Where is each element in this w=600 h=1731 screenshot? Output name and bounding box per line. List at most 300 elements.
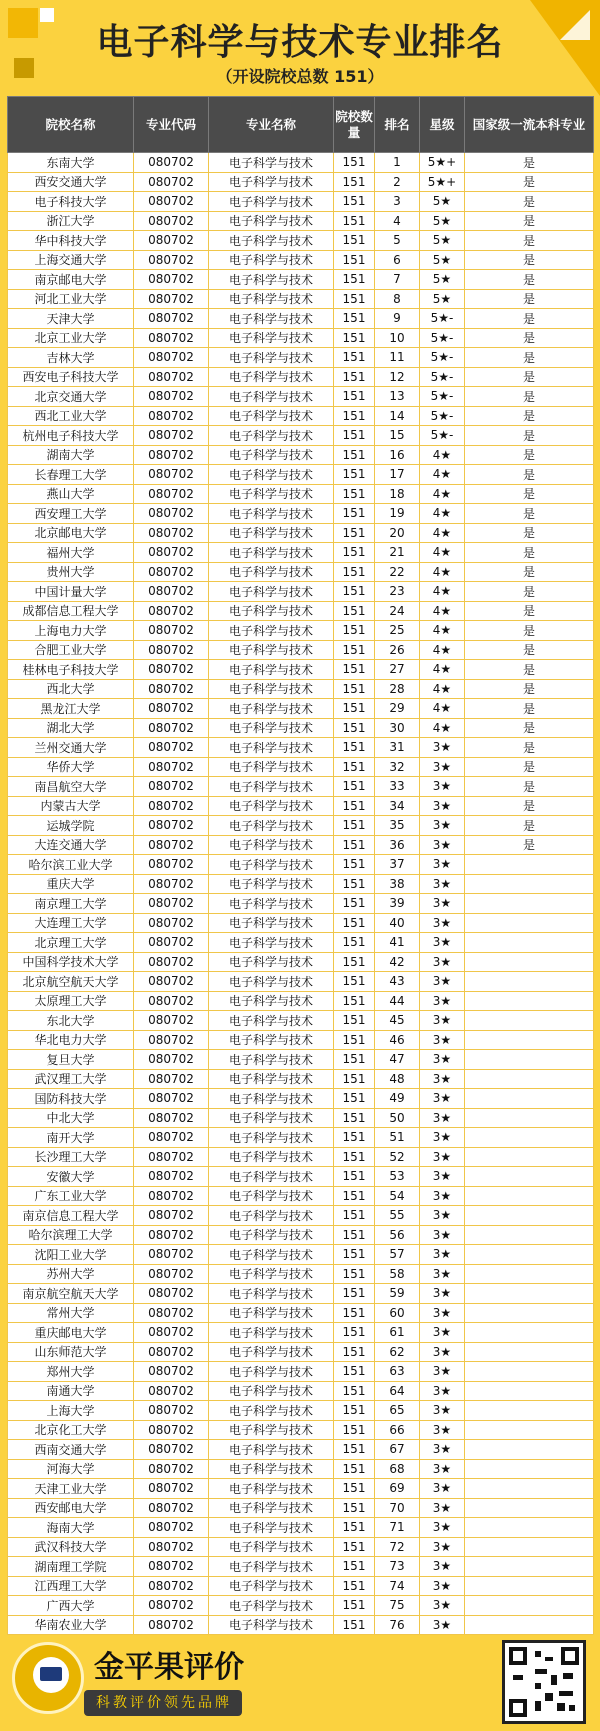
star-rating-cell: 3★ [420, 1167, 465, 1187]
major-name-cell: 电子科学与技术 [209, 426, 334, 446]
major-code-cell: 080702 [134, 913, 209, 933]
rank-cell: 26 [375, 640, 420, 660]
school-name-cell: 华侨大学 [8, 757, 134, 777]
first-class-flag-cell [465, 1479, 594, 1499]
rank-cell: 47 [375, 1050, 420, 1070]
star-rating-cell: 3★ [420, 835, 465, 855]
major-name-cell: 电子科学与技术 [209, 1518, 334, 1538]
major-code-cell: 080702 [134, 1518, 209, 1538]
table-row [8, 913, 594, 933]
school-name-cell: 北京邮电大学 [8, 523, 134, 543]
major-name-cell: 电子科学与技术 [209, 1147, 334, 1167]
school-name-cell: 北京航空航天大学 [8, 972, 134, 992]
table-row [8, 1479, 594, 1499]
table-row [8, 406, 594, 426]
star-rating-cell: 5★- [420, 348, 465, 368]
first-class-flag-cell: 是 [465, 211, 594, 231]
brand-name: 金平果评价 [94, 1650, 244, 1685]
major-name-cell: 电子科学与技术 [209, 952, 334, 972]
rank-cell: 66 [375, 1420, 420, 1440]
school-count-cell: 151 [334, 465, 375, 485]
star-rating-cell: 3★ [420, 1537, 465, 1557]
major-name-cell: 电子科学与技术 [209, 406, 334, 426]
major-name-cell: 电子科学与技术 [209, 1303, 334, 1323]
star-rating-cell: 3★ [420, 738, 465, 758]
major-code-cell: 080702 [134, 1147, 209, 1167]
star-rating-cell: 3★ [420, 796, 465, 816]
school-count-cell: 151 [334, 1225, 375, 1245]
major-code-cell: 080702 [134, 601, 209, 621]
rank-cell: 21 [375, 543, 420, 563]
rank-cell: 51 [375, 1128, 420, 1148]
school-name-cell: 北京工业大学 [8, 328, 134, 348]
major-name-cell: 电子科学与技术 [209, 348, 334, 368]
major-code-cell: 080702 [134, 1479, 209, 1499]
school-name-cell: 华南农业大学 [8, 1615, 134, 1635]
table-row [8, 1576, 594, 1596]
school-name-cell: 北京化工大学 [8, 1420, 134, 1440]
school-count-cell: 151 [334, 1303, 375, 1323]
school-name-cell: 河海大学 [8, 1459, 134, 1479]
rank-cell: 4 [375, 211, 420, 231]
school-count-cell: 151 [334, 231, 375, 251]
rank-cell: 54 [375, 1186, 420, 1206]
major-name-cell: 电子科学与技术 [209, 523, 334, 543]
rank-cell: 10 [375, 328, 420, 348]
major-name-cell: 电子科学与技术 [209, 757, 334, 777]
star-rating-cell: 5★- [420, 309, 465, 329]
major-name-cell: 电子科学与技术 [209, 796, 334, 816]
school-count-cell: 151 [334, 1381, 375, 1401]
star-rating-cell: 5★+ [420, 172, 465, 192]
star-rating-cell: 3★ [420, 1206, 465, 1226]
school-name-cell: 重庆大学 [8, 874, 134, 894]
school-count-cell: 151 [334, 1362, 375, 1382]
major-code-cell: 080702 [134, 1089, 209, 1109]
first-class-flag-cell: 是 [465, 426, 594, 446]
school-count-cell: 151 [334, 289, 375, 309]
school-name-cell: 北京交通大学 [8, 387, 134, 407]
table-row [8, 1303, 594, 1323]
table-row [8, 270, 594, 290]
major-name-cell: 电子科学与技术 [209, 231, 334, 251]
major-code-cell: 080702 [134, 289, 209, 309]
major-code-cell: 080702 [134, 1498, 209, 1518]
rank-cell: 37 [375, 855, 420, 875]
major-code-cell: 080702 [134, 562, 209, 582]
school-count-cell: 151 [334, 543, 375, 563]
rank-cell: 55 [375, 1206, 420, 1226]
major-name-cell: 电子科学与技术 [209, 1557, 334, 1577]
rank-cell: 56 [375, 1225, 420, 1245]
first-class-flag-cell: 是 [465, 387, 594, 407]
school-count-cell: 151 [334, 1537, 375, 1557]
major-code-cell: 080702 [134, 1537, 209, 1557]
rank-cell: 71 [375, 1518, 420, 1538]
star-rating-cell: 3★ [420, 816, 465, 836]
rank-cell: 53 [375, 1167, 420, 1187]
major-name-cell: 电子科学与技术 [209, 1576, 334, 1596]
first-class-flag-cell: 是 [465, 835, 594, 855]
rank-cell: 18 [375, 484, 420, 504]
major-name-cell: 电子科学与技术 [209, 1537, 334, 1557]
major-name-cell: 电子科学与技术 [209, 1030, 334, 1050]
school-name-cell: 湖南大学 [8, 445, 134, 465]
school-count-cell: 151 [334, 601, 375, 621]
major-code-cell: 080702 [134, 699, 209, 719]
first-class-flag-cell: 是 [465, 679, 594, 699]
first-class-flag-cell: 是 [465, 543, 594, 563]
first-class-flag-cell [465, 1362, 594, 1382]
major-code-cell: 080702 [134, 367, 209, 387]
table-row [8, 1381, 594, 1401]
major-code-cell: 080702 [134, 231, 209, 251]
rank-cell: 29 [375, 699, 420, 719]
first-class-flag-cell: 是 [465, 231, 594, 251]
table-row [8, 172, 594, 192]
school-count-cell: 151 [334, 172, 375, 192]
school-name-cell: 合肥工业大学 [8, 640, 134, 660]
major-name-cell: 电子科学与技术 [209, 387, 334, 407]
school-count-cell: 151 [334, 1284, 375, 1304]
first-class-flag-cell [465, 1108, 594, 1128]
major-code-cell: 080702 [134, 1420, 209, 1440]
table-row [8, 1264, 594, 1284]
major-code-cell: 080702 [134, 153, 209, 173]
table-row [8, 328, 594, 348]
first-class-flag-cell: 是 [465, 445, 594, 465]
table-row [8, 679, 594, 699]
column-header-first-class: 国家级一流本科专业 [465, 97, 594, 153]
school-name-cell: 西安邮电大学 [8, 1498, 134, 1518]
table-row [8, 348, 594, 368]
school-name-cell: 浙江大学 [8, 211, 134, 231]
star-rating-cell: 3★ [420, 972, 465, 992]
school-name-cell: 南昌航空大学 [8, 777, 134, 797]
first-class-flag-cell: 是 [465, 816, 594, 836]
rank-cell: 42 [375, 952, 420, 972]
table-row [8, 972, 594, 992]
major-name-cell: 电子科学与技术 [209, 1108, 334, 1128]
star-rating-cell: 5★ [420, 270, 465, 290]
major-name-cell: 电子科学与技术 [209, 601, 334, 621]
table-row [8, 465, 594, 485]
star-rating-cell: 3★ [420, 777, 465, 797]
star-rating-cell: 5★- [420, 406, 465, 426]
major-name-cell: 电子科学与技术 [209, 816, 334, 836]
table-row [8, 367, 594, 387]
major-name-cell: 电子科学与技术 [209, 1284, 334, 1304]
table-row [8, 757, 594, 777]
major-name-cell: 电子科学与技术 [209, 640, 334, 660]
school-count-cell: 151 [334, 504, 375, 524]
table-row [8, 1206, 594, 1226]
rank-cell: 62 [375, 1342, 420, 1362]
school-name-cell: 上海大学 [8, 1401, 134, 1421]
rank-cell: 9 [375, 309, 420, 329]
school-name-cell: 南京航空航天大学 [8, 1284, 134, 1304]
major-code-cell: 080702 [134, 777, 209, 797]
major-name-cell: 电子科学与技术 [209, 562, 334, 582]
school-name-cell: 湖北大学 [8, 718, 134, 738]
major-code-cell: 080702 [134, 933, 209, 953]
column-header-school: 院校名称 [8, 97, 134, 153]
school-name-cell: 黑龙江大学 [8, 699, 134, 719]
table-row [8, 1518, 594, 1538]
school-count-cell: 151 [334, 699, 375, 719]
major-code-cell: 080702 [134, 972, 209, 992]
star-rating-cell: 3★ [420, 1050, 465, 1070]
major-code-cell: 080702 [134, 1069, 209, 1089]
major-name-cell: 电子科学与技术 [209, 1498, 334, 1518]
major-code-cell: 080702 [134, 1440, 209, 1460]
table-row [8, 1401, 594, 1421]
school-name-cell: 北京理工大学 [8, 933, 134, 953]
rank-cell: 7 [375, 270, 420, 290]
school-count-cell: 151 [334, 835, 375, 855]
school-count-cell: 151 [334, 757, 375, 777]
school-count-cell: 151 [334, 660, 375, 680]
table-row [8, 484, 594, 504]
rank-cell: 41 [375, 933, 420, 953]
star-rating-cell: 3★ [420, 1498, 465, 1518]
school-name-cell: 国防科技大学 [8, 1089, 134, 1109]
school-name-cell: 大连理工大学 [8, 913, 134, 933]
major-name-cell: 电子科学与技术 [209, 991, 334, 1011]
star-rating-cell: 3★ [420, 1440, 465, 1460]
major-name-cell: 电子科学与技术 [209, 1186, 334, 1206]
rank-cell: 11 [375, 348, 420, 368]
school-count-cell: 151 [334, 153, 375, 173]
major-name-cell: 电子科学与技术 [209, 718, 334, 738]
star-rating-cell: 3★ [420, 894, 465, 914]
rank-cell: 14 [375, 406, 420, 426]
school-name-cell: 南京理工大学 [8, 894, 134, 914]
school-name-cell: 海南大学 [8, 1518, 134, 1538]
school-name-cell: 电子科技大学 [8, 192, 134, 212]
first-class-flag-cell: 是 [465, 621, 594, 641]
page-title: 电子科学与技术专业排名 [96, 22, 504, 63]
major-code-cell: 080702 [134, 1030, 209, 1050]
first-class-flag-cell [465, 991, 594, 1011]
school-name-cell: 天津大学 [8, 309, 134, 329]
school-name-cell: 西安电子科技大学 [8, 367, 134, 387]
star-rating-cell: 3★ [420, 874, 465, 894]
first-class-flag-cell [465, 1206, 594, 1226]
first-class-flag-cell [465, 1596, 594, 1616]
first-class-flag-cell: 是 [465, 367, 594, 387]
first-class-flag-cell [465, 1284, 594, 1304]
school-count-cell: 151 [334, 1069, 375, 1089]
star-rating-cell: 4★ [420, 543, 465, 563]
school-count-cell: 151 [334, 1342, 375, 1362]
school-name-cell: 西安理工大学 [8, 504, 134, 524]
star-rating-cell: 3★ [420, 991, 465, 1011]
table-row [8, 211, 594, 231]
major-code-cell: 080702 [134, 1342, 209, 1362]
school-name-cell: 吉林大学 [8, 348, 134, 368]
star-rating-cell: 3★ [420, 1420, 465, 1440]
major-name-cell: 电子科学与技术 [209, 913, 334, 933]
table-row [8, 699, 594, 719]
star-rating-cell: 4★ [420, 465, 465, 485]
first-class-flag-cell [465, 1011, 594, 1031]
school-count-cell: 151 [334, 972, 375, 992]
school-name-cell: 贵州大学 [8, 562, 134, 582]
star-rating-cell: 3★ [420, 1186, 465, 1206]
rank-cell: 65 [375, 1401, 420, 1421]
table-row [8, 582, 594, 602]
major-code-cell: 080702 [134, 816, 209, 836]
rank-cell: 20 [375, 523, 420, 543]
first-class-flag-cell [465, 1245, 594, 1265]
school-count-cell: 151 [334, 562, 375, 582]
rank-cell: 59 [375, 1284, 420, 1304]
rank-cell: 13 [375, 387, 420, 407]
school-name-cell: 内蒙古大学 [8, 796, 134, 816]
major-code-cell: 080702 [134, 1401, 209, 1421]
table-row [8, 660, 594, 680]
star-rating-cell: 4★ [420, 504, 465, 524]
school-count-cell: 151 [334, 874, 375, 894]
first-class-flag-cell [465, 1615, 594, 1635]
first-class-flag-cell: 是 [465, 718, 594, 738]
first-class-flag-cell [465, 1186, 594, 1206]
table-row [8, 387, 594, 407]
major-name-cell: 电子科学与技术 [209, 1167, 334, 1187]
major-code-cell: 080702 [134, 1128, 209, 1148]
star-rating-cell: 3★ [420, 1479, 465, 1499]
major-code-cell: 080702 [134, 348, 209, 368]
school-name-cell: 杭州电子科技大学 [8, 426, 134, 446]
school-count-cell: 151 [334, 1011, 375, 1031]
major-name-cell: 电子科学与技术 [209, 192, 334, 212]
major-code-cell: 080702 [134, 504, 209, 524]
major-name-cell: 电子科学与技术 [209, 367, 334, 387]
star-rating-cell: 3★ [420, 1128, 465, 1148]
star-rating-cell: 3★ [420, 1518, 465, 1538]
major-name-cell: 电子科学与技术 [209, 1011, 334, 1031]
school-count-cell: 151 [334, 1459, 375, 1479]
qr-code-icon [502, 1640, 586, 1724]
table-row [8, 1089, 594, 1109]
table-row [8, 504, 594, 524]
major-code-cell: 080702 [134, 387, 209, 407]
table-row [8, 426, 594, 446]
first-class-flag-cell [465, 1069, 594, 1089]
school-count-cell: 151 [334, 1264, 375, 1284]
rank-cell: 46 [375, 1030, 420, 1050]
major-code-cell: 080702 [134, 640, 209, 660]
major-code-cell: 080702 [134, 484, 209, 504]
page-header [0, 0, 600, 96]
major-name-cell: 电子科学与技术 [209, 1420, 334, 1440]
star-rating-cell: 3★ [420, 1264, 465, 1284]
school-name-cell: 运城学院 [8, 816, 134, 836]
table-row [8, 1537, 594, 1557]
first-class-flag-cell [465, 1303, 594, 1323]
first-class-flag-cell: 是 [465, 523, 594, 543]
first-class-flag-cell [465, 913, 594, 933]
table-row [8, 1557, 594, 1577]
first-class-flag-cell: 是 [465, 289, 594, 309]
school-count-cell: 151 [334, 1615, 375, 1635]
rank-cell: 69 [375, 1479, 420, 1499]
star-rating-cell: 3★ [420, 1342, 465, 1362]
school-name-cell: 河北工业大学 [8, 289, 134, 309]
school-name-cell: 华中科技大学 [8, 231, 134, 251]
first-class-flag-cell [465, 1518, 594, 1538]
star-rating-cell: 4★ [420, 523, 465, 543]
major-name-cell: 电子科学与技术 [209, 1245, 334, 1265]
table-row [8, 777, 594, 797]
major-code-cell: 080702 [134, 991, 209, 1011]
school-name-cell: 南京信息工程大学 [8, 1206, 134, 1226]
school-count-cell: 151 [334, 796, 375, 816]
major-name-cell: 电子科学与技术 [209, 621, 334, 641]
school-name-cell: 燕山大学 [8, 484, 134, 504]
major-name-cell: 电子科学与技术 [209, 1479, 334, 1499]
major-name-cell: 电子科学与技术 [209, 1089, 334, 1109]
first-class-flag-cell: 是 [465, 601, 594, 621]
major-code-cell: 080702 [134, 250, 209, 270]
rank-cell: 61 [375, 1323, 420, 1343]
school-name-cell: 华北电力大学 [8, 1030, 134, 1050]
major-code-cell: 080702 [134, 1186, 209, 1206]
table-row [8, 543, 594, 563]
star-rating-cell: 4★ [420, 445, 465, 465]
table-row [8, 816, 594, 836]
major-name-cell: 电子科学与技术 [209, 679, 334, 699]
star-rating-cell: 3★ [420, 757, 465, 777]
column-header-count: 院校数量 [334, 97, 375, 153]
school-name-cell: 武汉理工大学 [8, 1069, 134, 1089]
major-code-cell: 080702 [134, 1596, 209, 1616]
first-class-flag-cell [465, 1050, 594, 1070]
table-row [8, 796, 594, 816]
school-name-cell: 南京邮电大学 [8, 270, 134, 290]
school-count-cell: 151 [334, 1245, 375, 1265]
rank-cell: 50 [375, 1108, 420, 1128]
star-rating-cell: 5★ [420, 250, 465, 270]
school-name-cell: 西北大学 [8, 679, 134, 699]
rank-cell: 30 [375, 718, 420, 738]
rank-cell: 74 [375, 1576, 420, 1596]
star-rating-cell: 3★ [420, 933, 465, 953]
star-rating-cell: 4★ [420, 484, 465, 504]
rank-cell: 32 [375, 757, 420, 777]
star-rating-cell: 3★ [420, 1147, 465, 1167]
major-code-cell: 080702 [134, 660, 209, 680]
table-row [8, 874, 594, 894]
school-count-cell: 151 [334, 718, 375, 738]
school-count-cell: 151 [334, 855, 375, 875]
school-count-cell: 151 [334, 1557, 375, 1577]
column-header-major: 专业名称 [209, 97, 334, 153]
star-rating-cell: 3★ [420, 855, 465, 875]
major-code-cell: 080702 [134, 582, 209, 602]
school-name-cell: 中国计量大学 [8, 582, 134, 602]
major-name-cell: 电子科学与技术 [209, 894, 334, 914]
table-row [8, 1498, 594, 1518]
star-rating-cell: 4★ [420, 582, 465, 602]
table-row [8, 289, 594, 309]
table-body [8, 153, 594, 1635]
star-rating-cell: 3★ [420, 1381, 465, 1401]
major-name-cell: 电子科学与技术 [209, 328, 334, 348]
column-header-stars: 星级 [420, 97, 465, 153]
school-count-cell: 151 [334, 816, 375, 836]
